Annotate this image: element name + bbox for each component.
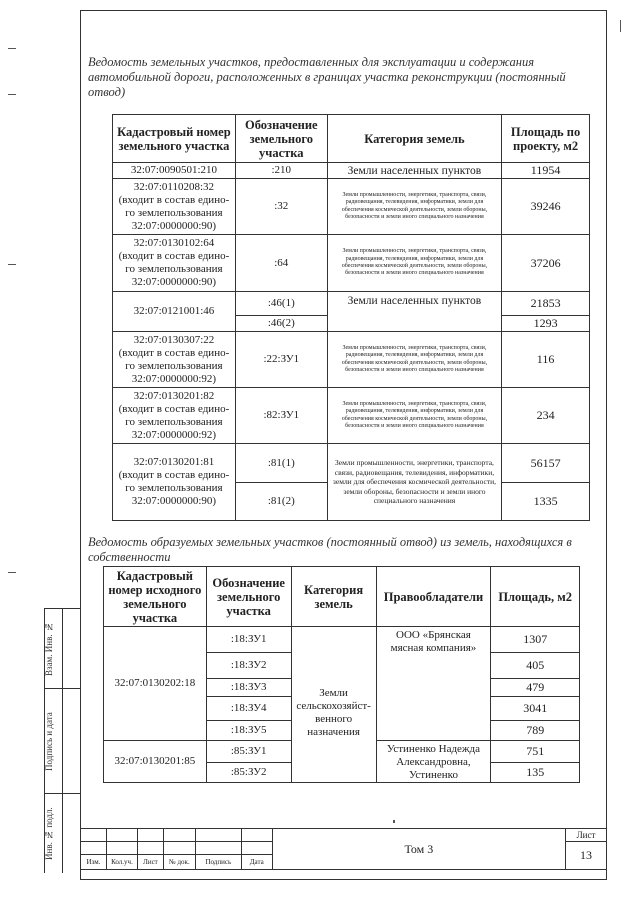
scan-speck (393, 820, 395, 823)
cadastral-number: 32:07:0130201:81 (входит в состав едино-го землепользования 32:07:0000000:90) (113, 444, 236, 521)
stamp-col-date: Дата (241, 855, 272, 870)
plot-area: 789 (491, 721, 580, 741)
table-row (113, 163, 590, 179)
edge-mark (8, 264, 16, 265)
table-row (104, 627, 580, 653)
plot-designation: :18:ЗУ5 (206, 721, 291, 741)
table-row (113, 444, 590, 483)
plot-area: 1335 (502, 483, 590, 521)
col-header-area: Площадь, м2 (491, 567, 580, 627)
land-category: Земли промышленности, энергетики, транспорта, связи, радиовещания, телевидения, информатики, земли для обеспечения космической деятельности, земли обороны, безопасности и земли иного специального назначения (327, 332, 501, 388)
sign-date-label: Подпись и дата (44, 712, 54, 771)
land-category: Земли населенных пунктов (327, 163, 501, 179)
col-header-designation: Обозначение земельного участка (235, 115, 327, 163)
plot-designation: :18:ЗУ1 (206, 627, 291, 653)
plot-area: 11954 (502, 163, 590, 179)
plot-area: 135 (491, 762, 580, 783)
source-cadastral-number: 32:07:0130201:85 (104, 741, 207, 783)
land-category: Земли промышленности, энергетики, транспорта, связи, радиовещания, телевидения, информатики, земли для обеспечения космической деятельности, земли обороны, безопасности и земли иного специального назначения (327, 388, 501, 444)
plot-area: 1293 (502, 316, 590, 332)
plot-area: 751 (491, 741, 580, 763)
cadastral-number: 32:07:0121001:46 (113, 292, 236, 332)
table-row (113, 292, 590, 316)
col-header-owners: Правообладатели (376, 567, 491, 627)
sheet-number: 13 (566, 842, 607, 870)
plot-area: 3041 (491, 697, 580, 721)
col-header-cadastral: Кадастровый номер земельного участка (113, 115, 236, 163)
plot-designation: :22:ЗУ1 (235, 332, 327, 388)
inv-vzam-label: Взам. Инв. № (44, 622, 54, 676)
plot-designation: :81(2) (235, 483, 327, 521)
plot-designation: :32 (235, 179, 327, 235)
plot-area: 39246 (502, 179, 590, 235)
cadastral-number: 32:07:0130102:64 (входит в состав едино-го землепользования 32:07:0000000:90) (113, 235, 236, 292)
inv-podl-label: Инв. № подл. (44, 807, 54, 861)
plot-designation: :81(1) (235, 444, 327, 483)
formed-plots-table (103, 566, 580, 783)
land-category: Земли населенных пунктов (327, 292, 501, 332)
plot-area: 56157 (502, 444, 590, 483)
plot-designation: :85:ЗУ2 (206, 762, 291, 783)
table2-caption: Ведомость образуемых земельных участков (постоянный отвод) из земель, находящихся в собственности (88, 535, 572, 564)
plot-designation: :82:ЗУ1 (235, 388, 327, 444)
col-header-category: Категория земель (291, 567, 376, 627)
cadastral-number: 32:07:0130201:82 (входит в состав едино-го землепользования 32:07:0000000:92) (113, 388, 236, 444)
plot-area: 479 (491, 679, 580, 697)
owner-name: Устиненко Надежда Александровна, Устиненко (376, 741, 491, 783)
land-category: Земли промышленности, энергетики, транспорта, связи, радиовещания, телевидения, информатики, земли для обеспечения космической деятельности, земли обороны, безопасности и земли иного специального назначения (327, 444, 501, 521)
stamp-col-sign: Подпись (195, 855, 241, 870)
owner-name: ООО «Брянская мясная компания» (376, 627, 491, 741)
plot-designation: :18:ЗУ3 (206, 679, 291, 697)
land-category: Земли промышленности, энергетики, транспорта, связи, радиовещания, телевидения, информатики, земли для обеспечения космической деятельности, земли обороны, безопасности и земли иного специального назначения (327, 179, 501, 235)
plot-designation: :18:ЗУ2 (206, 653, 291, 679)
edge-mark (8, 48, 16, 49)
plot-area: 234 (502, 388, 590, 444)
plot-area: 21853 (502, 292, 590, 316)
sheet-label: Лист (566, 829, 607, 842)
col-header-category: Категория земель (327, 115, 501, 163)
stamp-col-izm: Изм. (81, 855, 107, 870)
edge-mark (8, 572, 16, 573)
plot-area: 37206 (502, 235, 590, 292)
col-header-designation: Обозначение земельного участка (206, 567, 291, 627)
land-category: Земли сельскохозяйст-венного назначения (291, 627, 376, 783)
edge-mark (8, 94, 16, 95)
volume-title: Том 3 (272, 829, 565, 870)
plot-designation: :46(1) (235, 292, 327, 316)
plot-area: 1307 (491, 627, 580, 653)
plot-designation: :18:ЗУ4 (206, 697, 291, 721)
table-row (113, 235, 590, 292)
edge-mark (620, 20, 621, 32)
plot-designation: :210 (235, 163, 327, 179)
plot-designation: :64 (235, 235, 327, 292)
stamp-col-doc: № док. (163, 855, 195, 870)
cadastral-number: 32:07:0090501:210 (113, 163, 236, 179)
table-row (113, 388, 590, 444)
plot-designation: :46(2) (235, 316, 327, 332)
stamp-col-kolvo: Кол.уч. (106, 855, 137, 870)
cadastral-number: 32:07:0130307:22 (входит в состав едино-го землепользования 32:07:0000000:92) (113, 332, 236, 388)
table-row (113, 332, 590, 388)
plot-area: 116 (502, 332, 590, 388)
plot-area: 405 (491, 653, 580, 679)
table-row (113, 179, 590, 235)
col-header-source-cadastral: Кадастровый номер исходного земельного участка (104, 567, 207, 627)
table1-caption: Ведомость земельных участков, предоставленных для эксплуатации и содержания автомобильной дороги, расположенных в границах участка реконструкции (постоянный отвод) (88, 55, 566, 99)
land-category: Земли промышленности, энергетики, транспорта, связи, радиовещания, телевидения, информатики, земли для обеспечения космической деятельности, земли обороны, безопасности и земли иного специального назначения (327, 235, 501, 292)
cadastral-number: 32:07:0110208:32 (входит в состав едино-го землепользования 32:07:0000000:90) (113, 179, 236, 235)
plot-designation: :85:ЗУ1 (206, 741, 291, 763)
stamp-col-list: Лист (137, 855, 163, 870)
title-block (80, 828, 607, 870)
col-header-area: Площадь по проекту, м2 (502, 115, 590, 163)
leased-plots-table (112, 114, 590, 521)
source-cadastral-number: 32:07:0130202:18 (104, 627, 207, 741)
